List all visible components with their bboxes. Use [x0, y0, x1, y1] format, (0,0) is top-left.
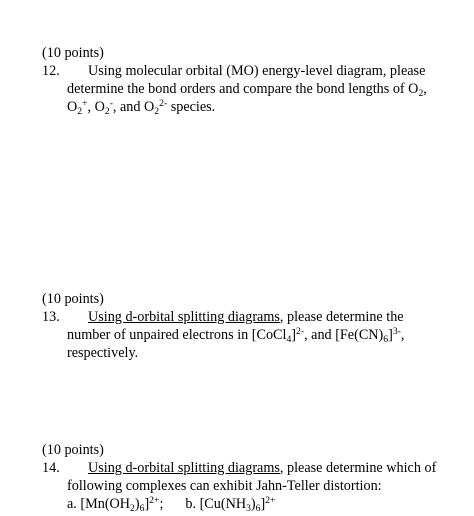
- question-number: 13.: [42, 309, 60, 325]
- question-text: number of unpaired electrons in [CoCl: [67, 327, 287, 343]
- superscript: +: [82, 97, 88, 109]
- bracket: ]: [291, 327, 297, 343]
- question-13: [42, 290, 442, 362]
- element: O: [94, 99, 105, 115]
- subscript: 6: [383, 333, 389, 345]
- punctuation: ,: [400, 327, 405, 343]
- punctuation: ;: [159, 496, 164, 512]
- bracket: ): [134, 496, 140, 512]
- superscript: -: [109, 97, 113, 109]
- species-o2-plus: [67, 99, 88, 115]
- subscript: 6: [255, 502, 261, 514]
- options-line: [42, 495, 442, 513]
- question-text: , please determine which of: [279, 460, 437, 476]
- superscript: 2+: [149, 494, 160, 506]
- option-label: b. [Cu(NH: [185, 496, 247, 512]
- underlined-phrase: Using d-orbital splitting diagrams: [88, 460, 280, 476]
- option-a: [67, 496, 163, 512]
- question-line: [42, 62, 442, 80]
- separator: ,: [87, 99, 95, 115]
- superscript: 2-: [296, 325, 305, 337]
- question-number: 14.: [42, 460, 60, 476]
- superscript: 2+: [265, 494, 276, 506]
- species-list: [42, 98, 442, 116]
- question-text: , please determine the: [279, 309, 404, 325]
- points-label: (10 points): [42, 45, 104, 61]
- subscript: 2: [130, 502, 135, 514]
- subscript: 2: [418, 87, 424, 99]
- option-label: a. [Mn(OH: [67, 496, 131, 512]
- option-b: [185, 496, 275, 512]
- superscript: 2-: [159, 97, 168, 109]
- subscript: 2: [77, 105, 83, 117]
- subscript: 2: [104, 105, 110, 117]
- points-label: (10 points): [42, 291, 104, 307]
- bracket: ): [250, 496, 256, 512]
- species-o2-2minus: [144, 99, 167, 115]
- element: O: [67, 99, 78, 115]
- question-12: [42, 44, 442, 116]
- question-line: [42, 326, 442, 344]
- subscript: 3: [246, 502, 251, 514]
- underlined-phrase: Using d-orbital splitting diagrams: [88, 309, 280, 325]
- bracket: ]: [144, 496, 150, 512]
- subscript: 6: [139, 502, 145, 514]
- element: O: [144, 99, 155, 115]
- question-text: , and [Fe(CN): [304, 327, 384, 343]
- question-14: [42, 441, 442, 513]
- points-label: (10 points): [42, 442, 104, 458]
- separator: species.: [167, 99, 216, 115]
- question-text: respectively.: [67, 345, 139, 361]
- bracket: ]: [388, 327, 393, 343]
- question-number: 12.: [42, 63, 60, 79]
- question-line: [42, 308, 442, 326]
- question-line: [42, 459, 442, 477]
- question-text: following complexes can exhibit Jahn-Teller distortion:: [67, 478, 382, 494]
- superscript: 3-: [392, 325, 401, 337]
- subscript: 2: [154, 105, 160, 117]
- punctuation: ,: [423, 81, 427, 97]
- subscript: 4: [286, 333, 292, 345]
- question-text: determine the bond orders and compare the bond lengths of O: [67, 81, 419, 97]
- separator: , and: [112, 99, 145, 115]
- bracket: ]: [260, 496, 266, 512]
- question-text: Using molecular orbital (MO) energy-level diagram, please: [88, 63, 426, 79]
- species-o2-minus: [95, 99, 113, 115]
- question-line: [42, 80, 442, 98]
